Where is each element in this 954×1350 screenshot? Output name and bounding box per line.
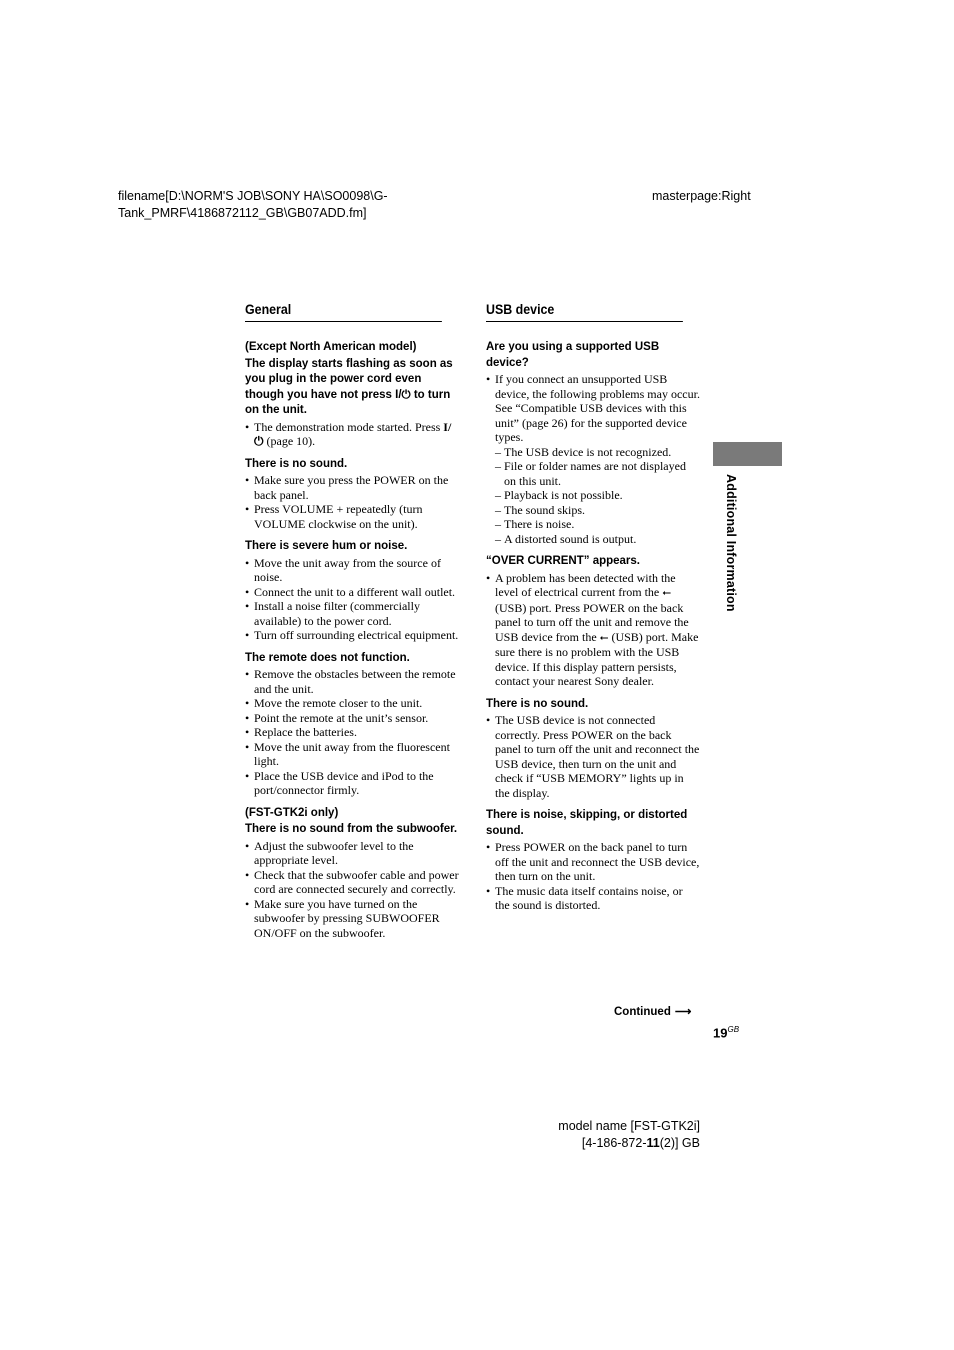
answer-list [245,667,459,798]
list-item: • Remove the obstacles between the remote and the unit. [245,667,459,696]
item-text: (USB) port. Press POWER on the back panel to turn off the unit and remove the USB device from the [495,600,689,644]
question-text: The display starts flashing as soon as you plug in the power cord even though you have not press [245,357,453,401]
item-text: (page 10). [263,434,316,448]
model-line-1: model name [FST-GTK2i] [558,1119,700,1133]
list-item: • Check that the subwoofer cable and power cord are connected securely and correctly. [245,868,459,897]
continued-text: Continued [614,1006,671,1018]
list-item: • Place the USB device and iPod to the port/connector firmly. [245,769,459,798]
answer-list [245,839,459,941]
right-column [486,302,700,913]
power-symbol-icon: I/⏻ [395,388,411,401]
question-display-flashing [245,357,459,419]
arrow-right-icon: ⟶ [674,1006,692,1018]
list-item: – There is noise. [486,517,700,532]
list-item: • Press VOLUME + repeatedly (turn VOLUME clockwise on the unit). [245,502,459,531]
list-item: – A distorted sound is output. [486,532,700,547]
section-title-general: General [245,302,442,322]
usb-icon: ⭠ [599,630,609,644]
list-item: – Playback is not possible. [486,488,700,503]
list-item: • Adjust the subwoofer level to the appropriate level. [245,839,459,868]
item-text: (USB) port. Make sure there is no problem with the USB device. If this display pattern persists, contact your nearest Sony dealer. [495,629,699,688]
question-remote: The remote does not function. [245,651,410,664]
list-item: • Make sure you have turned on the subwoofer by pressing SUBWOOFER ON/OFF on the subwoofer. [245,897,459,941]
list-item [486,571,700,689]
question-no-subwoofer-sound: There is no sound from the subwoofer. [245,823,458,835]
answer-list [486,713,700,800]
answer-list [245,556,459,643]
question-text: to turn on the unit. [245,388,451,416]
question-no-sound: There is no sound. [245,457,348,470]
list-item: • Press POWER on the back panel to turn off the unit and reconnect the USB device, then turn on the unit. [486,840,700,884]
model-code-bold: 11 [646,1136,660,1150]
answer-list [245,420,459,449]
power-symbol-icon: I/⏻ [254,419,452,448]
answer-list [486,840,700,913]
filename-header [118,188,418,222]
question-severe-hum: There is severe hum or noise. [245,540,408,552]
page-number-suffix: GB [727,1025,740,1034]
model-name-footer [520,1118,700,1152]
answer-list [245,473,459,531]
list-item: • Make sure you press the POWER on the back panel. [245,473,459,502]
section-tab-marker [713,442,782,466]
left-column [245,302,459,940]
list-item: – The USB device is not recognized. [486,445,700,460]
problem-list [486,445,700,547]
answer-list [486,571,700,689]
usb-icon: ⭠ [662,586,672,599]
list-item: • Replace the batteries. [245,725,459,740]
page-number [713,1025,739,1040]
question-gtk2i-only: (FST-GTK2i only) [245,806,339,819]
list-item: • Point the remote at the unit’s sensor. [245,711,459,726]
list-item: • Turn off surrounding electrical equipment. [245,628,459,643]
question-except-na: (Except North American model) [245,341,417,353]
answer-list [486,372,700,445]
filename-line-2: Tank_PMRF\4186872112_GB\GB07ADD.fm] [118,206,367,220]
list-item: – File or folder names are not displayed on this unit. [486,459,700,488]
list-item: • If you connect an unsupported USB device, the following problems may occur. See “Compatible USB devices with this unit” (page 26) for the supported device types. [486,372,700,445]
list-item: • The music data itself contains noise, or the sound is distorted. [486,884,700,913]
masterpage-label: masterpage:Right [652,189,751,203]
list-item: • The USB device is not connected correctly. Press POWER on the back panel to turn off the unit and reconnect the USB device, then turn on the unit and check if “USB MEMORY” lights up in the display. [486,713,700,800]
list-item: • Install a noise filter (commercially available) to the power cord. [245,599,459,628]
item-text: The demonstration mode started. Press [254,419,444,434]
continued-label [614,1004,691,1018]
filename-line-1: filename[D:\NORM'S JOB\SONY HA\SO0098\G- [118,189,388,203]
list-item: • Connect the unit to a different wall outlet. [245,585,459,600]
model-code-part: (2)] GB [659,1136,700,1150]
model-line-2 [520,1135,700,1152]
list-item: • Move the unit away from the fluorescent light. [245,740,459,769]
page-number-value: 19 [713,1025,728,1041]
item-text: A problem has been detected with the level of electrical current from the [495,570,676,599]
list-item: • Move the unit away from the source of noise. [245,556,459,585]
question-over-current: “OVER CURRENT” appears. [486,555,641,567]
question-noise-skipping: There is noise, skipping, or distorted sound. [486,809,688,837]
side-section-label: Additional Information [724,474,738,612]
list-item: • Move the remote closer to the unit. [245,696,459,711]
model-code-part: [4-186-872- [581,1136,647,1150]
question-supported-usb: Are you using a supported USB device? [486,341,660,369]
list-item [245,420,459,449]
list-item: – The sound skips. [486,503,700,518]
section-title-usb: USB device [486,302,683,322]
question-no-sound-usb: There is no sound. [486,697,589,710]
